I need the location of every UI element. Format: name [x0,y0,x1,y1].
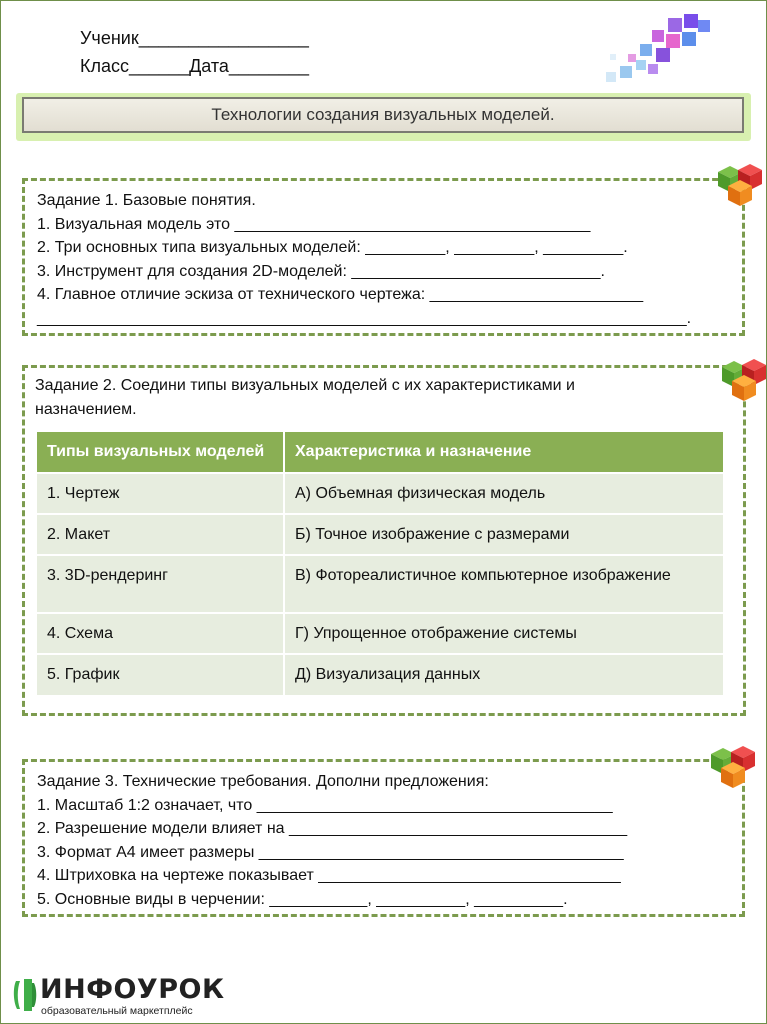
task-1-question-1: 1. Визуальная модель это ________________________________________ [37,215,591,233]
cubes-icon [716,355,767,405]
task-3-question-3: 3. Формат А4 имеет размеры _________________________________________ [37,843,624,861]
table-row [37,555,724,613]
task-1-question-3: 3. Инструмент для создания 2D-моделей: ____________________________. [37,262,605,280]
task-2-heading: Задание 2. Соедини типы визуальных моделей с их характеристиками и [35,377,575,394]
matching-table [37,432,725,695]
table-cell-type: 1. Чертеж [37,473,284,514]
student-name-line: Ученик_________________ [80,28,309,48]
table-header-row [37,432,724,473]
table-cell-type: 4. Схема [37,613,284,654]
cubes-icon [712,160,767,210]
task-1-question-2: 2. Три основных типа визуальных моделей: _________, _________, _________. [37,239,628,256]
task-2-box [22,365,746,716]
cubes-icon [705,742,765,792]
column-header-description: Характеристика и назначение [284,432,724,473]
decorative-cubes-icon [600,14,720,89]
task-3-question-2: 2. Разрешение модели влияет на ______________________________________ [37,820,628,837]
table-cell-description: Г) Упрощенное отображение системы [284,613,724,654]
task-3-question-5: 5. Основные виды в черчении: ___________, __________, __________. [37,890,568,908]
column-header-types: Типы визуальных моделей [37,432,284,473]
task-3-heading: Задание 3. Технические требования. Дополни предложения: [37,773,489,790]
task-1-box [22,178,745,336]
table-cell-description: В) Фотореалистичное компьютерное изображение [284,555,724,613]
table-row [37,514,724,555]
table-cell-type: 5. График [37,654,284,695]
infourok-logo-icon [12,977,38,1013]
page-title: Технологии создания визуальных моделей. [22,97,744,133]
table-cell-description: Д) Визуализация данных [284,654,724,695]
task-1-heading: Задание 1. Базовые понятия. [37,192,256,209]
table-row [37,654,724,695]
table-cell-type: 3. 3D-рендеринг [37,555,284,613]
table-row [37,473,724,514]
table-cell-description: А) Объемная физическая модель [284,473,724,514]
logo-name: ИНФОУРОК [40,974,225,1005]
table-cell-description: Б) Точное изображение с размерами [284,514,724,555]
table-cell-type: 2. Макет [37,514,284,555]
table-row [37,613,724,654]
task-3-box [22,759,745,917]
task-2-heading-continued: назначением. [35,401,137,418]
task-1-question-4-continued: _________________________________________________________________________. [37,309,692,327]
task-3-question-1: 1. Масштаб 1:2 означает, что ________________________________________ [37,796,613,814]
logo-subtitle: образовательный маркетплейс [41,1005,193,1017]
class-date-line: Класс______Дата________ [80,56,310,76]
task-1-question-4: 4. Главное отличие эскиза от технического чертежа: ________________________ [37,286,644,303]
task-3-question-4: 4. Штриховка на чертеже показывает __________________________________ [37,867,621,884]
